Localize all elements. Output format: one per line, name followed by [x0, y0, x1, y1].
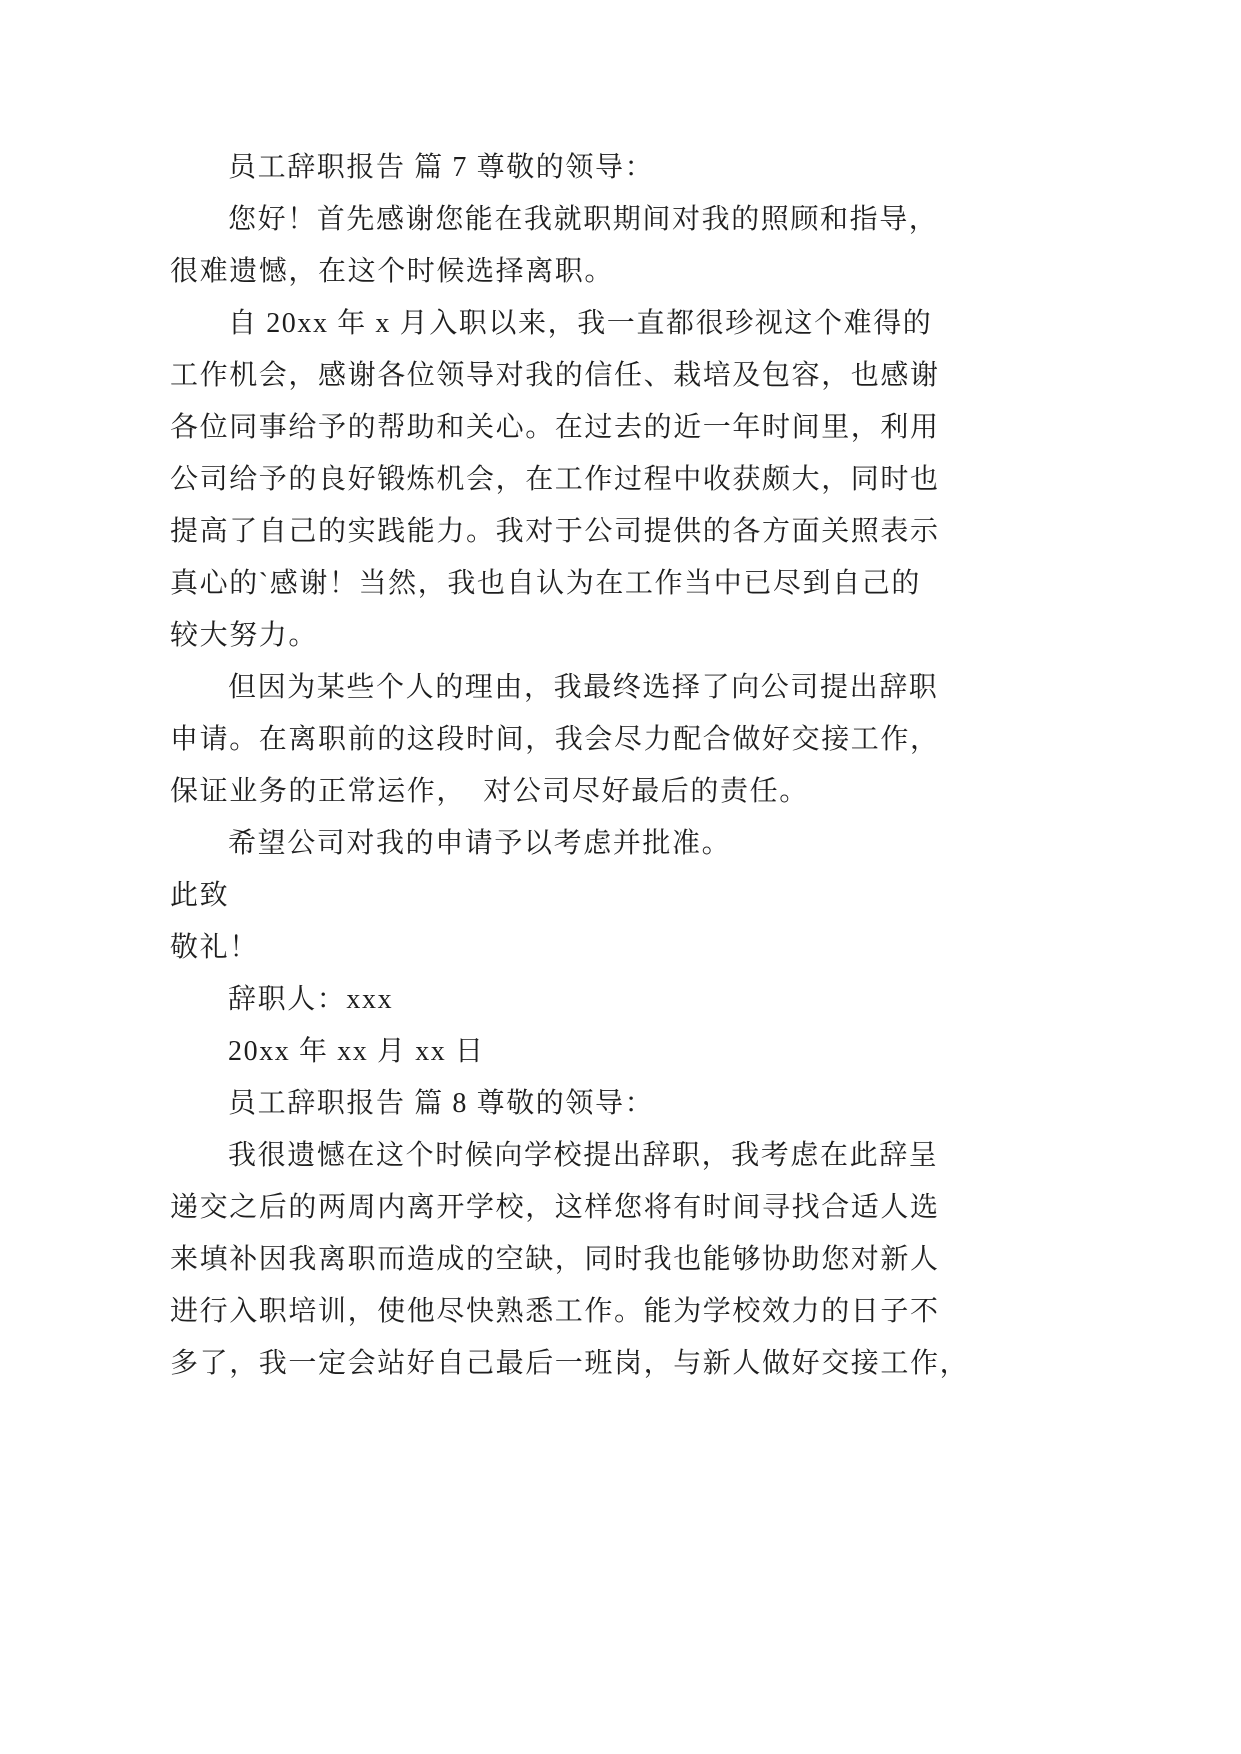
paragraph-line: 您好！首先感谢您能在我就职期间对我的照顾和指导， [228, 204, 939, 235]
paragraph-line: 申请。在离职前的这段时间，我会尽力配合做好交接工作， [170, 724, 940, 755]
paragraph-line: 较大努力。 [170, 620, 319, 651]
paragraph-line: 很难遗憾，在这个时候选择离职。 [170, 256, 615, 287]
paragraph-line: 多了，我一定会站好自己最后一班岗，与新人做好交接工作， [170, 1348, 970, 1379]
paragraph-line: 我很遗憾在这个时候向学校提出辞职，我考虑在此辞呈 [228, 1140, 939, 1171]
section-7 [170, 142, 1241, 1078]
date: 20xx 年 xx 月 xx 日 [228, 1036, 485, 1067]
paragraph-line: 工作机会，感谢各位领导对我的信任、栽培及包容，也感谢 [170, 360, 940, 391]
paragraph-line: 但因为某些个人的理由，我最终选择了向公司提出辞职 [228, 672, 939, 703]
paragraph-line: 各位同事给予的帮助和关心。在过去的近一年时间里，利用 [170, 412, 940, 443]
paragraph-line: 希望公司对我的申请予以考虑并批准。 [228, 828, 732, 859]
closing-line: 此致 [170, 880, 230, 911]
paragraph-line: 递交之后的两周内离开学校，这样您将有时间寻找合适人选 [170, 1192, 940, 1223]
closing [170, 870, 1241, 974]
paragraph-line: 保证业务的正常运作， 对公司尽好最后的责任。 [170, 776, 809, 807]
paragraph-line: 进行入职培训，使他尽快熟悉工作。能为学校效力的日子不 [170, 1296, 940, 1327]
paragraph-line: 提高了自己的实践能力。我对于公司提供的各方面关照表示 [170, 516, 940, 547]
paragraph-line: 公司给予的良好锻炼机会，在工作过程中收获颇大，同时也 [170, 464, 940, 495]
paragraph [170, 1130, 1241, 1390]
paragraph-line: 来填补因我离职而造成的空缺，同时我也能够协助您对新人 [170, 1244, 940, 1275]
paragraph [170, 298, 1241, 662]
paragraph [170, 194, 1241, 298]
section-heading: 员工辞职报告 篇 8 尊敬的领导： [228, 1088, 655, 1119]
signature: 辞职人：xxx [228, 984, 394, 1015]
closing-line: 敬礼！ [170, 932, 259, 963]
section-8 [170, 1078, 1241, 1390]
paragraph [170, 662, 1241, 818]
paragraph-line: 真心的`感谢！当然，我也自认为在工作当中已尽到自己的 [170, 568, 921, 599]
section-heading: 员工辞职报告 篇 7 尊敬的领导： [228, 152, 655, 183]
paragraph [170, 818, 1241, 870]
paragraph-line: 自 20xx 年 x 月入职以来，我一直都很珍视这个难得的 [228, 308, 933, 339]
